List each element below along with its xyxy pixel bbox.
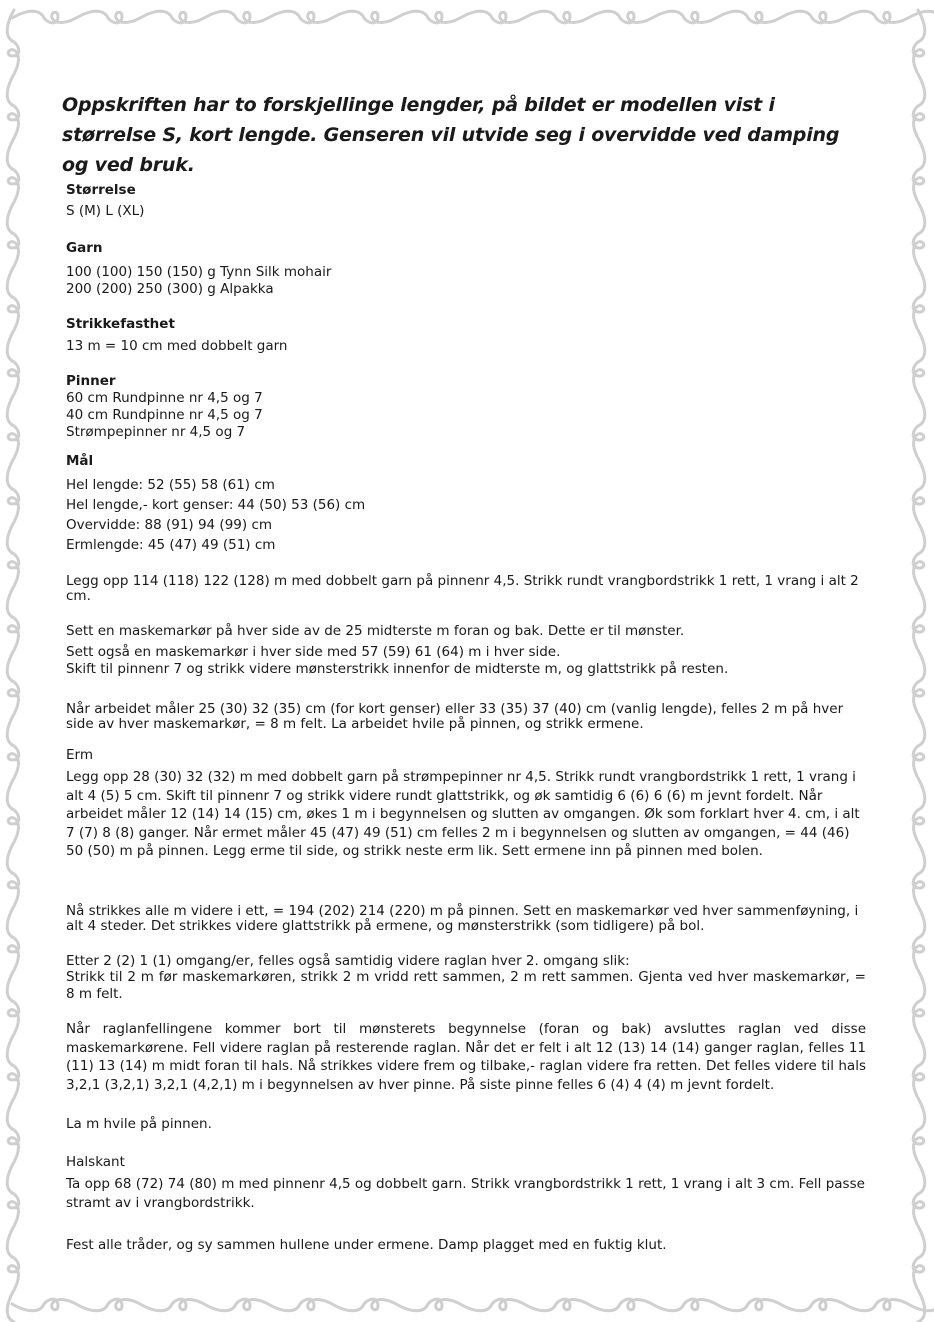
markers-line: Sett også en maskemarkør i hver side med 57 (59) 61 (64) m i hver side. — [66, 644, 561, 660]
needles-label: Pinner — [66, 373, 116, 389]
measures-line: Hel lengde,- kort genser: 44 (50) 53 (56) cm — [66, 497, 366, 513]
markers-line: Sett en maskemarkør på hver side av de 25 midterste m foran og bak. Dette er til mønster. — [66, 623, 685, 639]
needles-line: 40 cm Rundpinne nr 4,5 og 7 — [66, 407, 263, 423]
measures-line: Overvidde: 88 (91) 94 (99) cm — [66, 517, 273, 533]
join-paragraph: Nå strikkes alle m videre i ett, = 194 (202) 214 (220) m på pinnen. Sett en maskemarkør ved hver sammenføyning, i alt 4 steder. Det strikkes videre glattstrikk på ermene, og mønsterstrikk (som tidligere) på bol. — [66, 903, 859, 934]
yarn-line: 100 (100) 150 (150) g Tynn Silk mohair — [66, 264, 332, 280]
sleeve-heading: Erm — [66, 747, 93, 763]
rest-stitches-line: La m hvile på pinnen. — [66, 1116, 212, 1132]
markers-paragraph — [66, 623, 866, 678]
pattern-page — [62, 90, 866, 1253]
intro-text: Oppskriften har to forskjellinge lengder, på bildet er modellen vist i størrelse S, kort lengde. Genseren vil utvide seg i overvidde ved damping og ved bruk. — [62, 94, 840, 176]
neck-paragraph: Ta opp 68 (72) 74 (80) m med pinnenr 4,5 og dobbelt garn. Strikk vrangbordstrikk 1 rett, 1 vrang i alt 3 cm. Fell passe stramt av i vrangbordstrikk. — [66, 1176, 865, 1211]
size-value: S (M) L (XL) — [66, 203, 145, 219]
section-yarn — [66, 240, 866, 298]
gauge-value: 13 m = 10 cm med dobbelt garn — [66, 338, 288, 354]
measures-label: Mål — [66, 453, 94, 469]
raglan-finish-paragraph: Når raglanfellingene kommer bort til mønsterets begynnelse (foran og bak) avsluttes raglan ved disse maskemarkørene. Fell videre raglan på resterende raglan. Når det er felt i alt 12 (13) 14 (14) ganger raglan, felles 11 (11) 13 (14) m midt foran til hals. Nå strikkes videre frem og tilbake,- raglan videre fra retten. Det felles videre til hals 3,2,1 (3,2,1) 3,2,1 (4,2,1) m i begynnelsen av hver pinne. På siste pinne felles 6 (4) 4 (4) m jevnt fordelt. — [66, 1021, 866, 1093]
needles-line: Strømpepinner nr 4,5 og 7 — [66, 424, 246, 440]
neck-heading: Halskant — [66, 1154, 125, 1170]
markers-line: Skift til pinnenr 7 og strikk videre mønsterstrikk innenfor de midterste m, og glattstrikk på resten. — [66, 661, 729, 677]
yarn-label: Garn — [66, 240, 103, 256]
body-decrease-paragraph: Når arbeidet måler 25 (30) 32 (35) cm (for kort genser) eller 33 (35) 37 (40) cm (vanlig lengde), felles 2 m på hver side av hver maskemarkør, = 8 m felt. La arbeidet hvile på pinnen, og strikk ermene. — [66, 701, 844, 732]
section-gauge — [66, 316, 866, 355]
gauge-label: Strikkefasthet — [66, 316, 175, 332]
cast-on-paragraph: Legg opp 114 (118) 122 (128) m med dobbelt garn på pinnenr 4,5. Strikk rundt vrangbordstrikk 1 rett, 1 vrang i alt 2 cm. — [66, 573, 859, 604]
raglan-method: Strikk til 2 m før maskemarkøren, strikk 2 m vridd rett sammen, 2 m rett sammen. Gjenta ved hver maskemarkør, = 8 m felt. — [66, 969, 866, 1002]
section-size — [66, 182, 866, 220]
measures-line: Ermlengde: 45 (47) 49 (51) cm — [66, 537, 276, 553]
sleeve-paragraph: Legg opp 28 (30) 32 (32) m med dobbelt garn på strømpepinner nr 4,5. Strikk rundt vrangbordstrikk 1 rett, 1 vrang i alt 4 (5) 5 cm. Skift til pinnenr 7 og strikk videre rundt glattstrikk, og øk samtidig 6 (6) 6 (6) m jevnt fordelt. Når arbeidet måler 12 (14) 14 (15) cm, økes 1 m i begynnelsen og slutten av omgangen. Øk som forklart hver 4. cm, i alt 7 (7) 8 (8) ganger. Når ermet måler 45 (47) 49 (51) cm felles 2 m i begynnelsen og slutten av omgangen, = 44 (46) 50 (50) m på pinnen. Legg erme til side, og strikk neste erm lik. Sett ermene inn på pinnen med bolen. — [66, 769, 860, 859]
needles-line: 60 cm Rundpinne nr 4,5 og 7 — [66, 390, 263, 406]
section-measures — [66, 453, 866, 555]
raglan-intro: Etter 2 (2) 1 (1) omgang/er, felles også samtidig videre raglan hver 2. omgang slik: — [66, 953, 630, 969]
measures-line: Hel lengde: 52 (55) 58 (61) cm — [66, 477, 275, 493]
yarn-line: 200 (200) 250 (300) g Alpakka — [66, 281, 274, 297]
size-label: Størrelse — [66, 182, 136, 198]
section-needles — [66, 373, 866, 441]
raglan-section — [66, 954, 866, 1003]
finishing-line: Fest alle tråder, og sy sammen hullene under ermene. Damp plagget med en fuktig klut. — [66, 1237, 667, 1253]
